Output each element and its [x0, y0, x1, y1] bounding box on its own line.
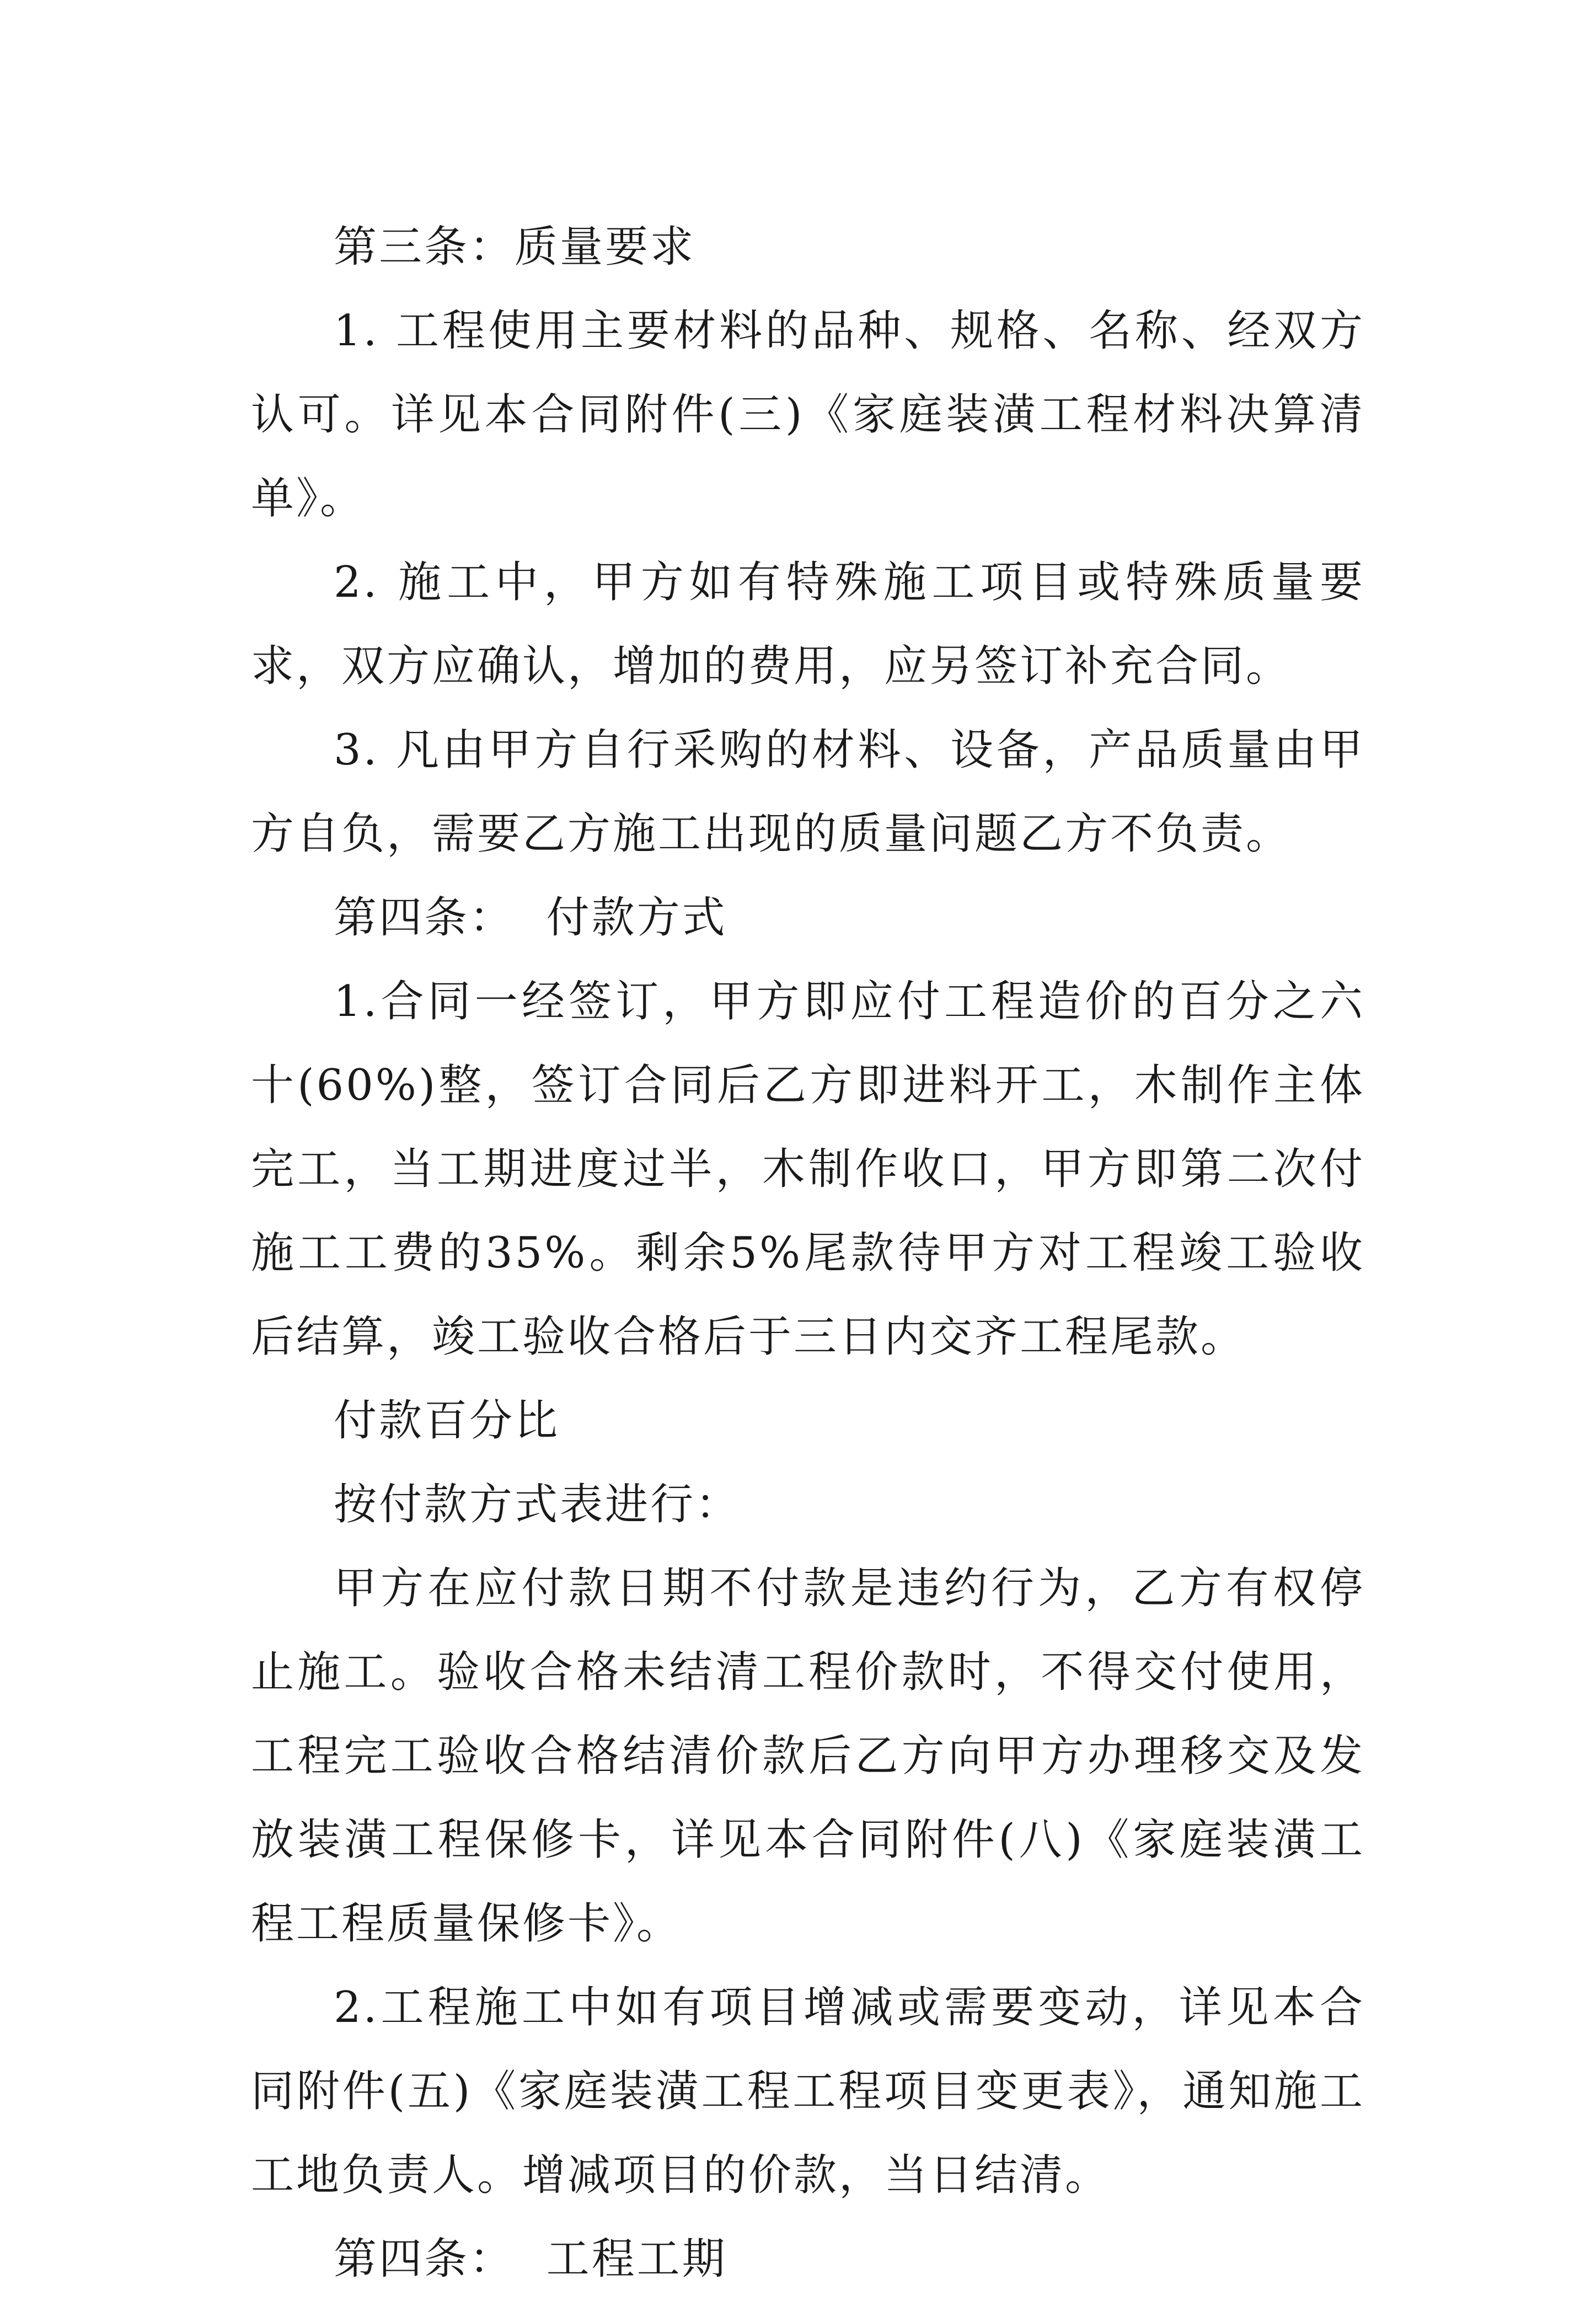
- paragraph-payment-percentage: 付款百分比: [334, 1396, 560, 1446]
- paragraph-payment-2: 2.工程施工中如有项目增减或需要变动，详见本合同附件(五)《家庭装潢工程工程项目变更表》，通知施工工地负责人。增减项目的价款，当日结清。: [251, 1983, 1365, 2200]
- paragraph-quality-2: 2. 施工中，甲方如有特殊施工项目或特殊质量要求，双方应确认，增加的费用，应另签订补充合同。: [251, 558, 1365, 691]
- paragraph-payment-table-note: 按付款方式表进行：: [334, 1480, 741, 1529]
- paragraph-quality-3: 3. 凡由甲方自行采购的材料、设备，产品质量由甲方自负，需要乙方施工出现的质量问题乙方不负责。: [251, 725, 1365, 859]
- heading-article-4-payment: 第四条： 付款方式: [334, 893, 727, 943]
- paragraph-payment-1: 1.合同一经签订，甲方即应付工程造价的百分之六十(60%)整，签订合同后乙方即进料开工，木制作主体完工，当工期进度过半，木制作收口，甲方即第二次付施工工费的35%。剩余5%尾款待甲方对工程竣工验收后结算，竣工验收合格后于三日内交齐工程尾款。: [251, 977, 1365, 1362]
- paragraph-quality-1: 1. 工程使用主要材料的品种、规格、名称、经双方认可。详见本合同附件(三)《家庭装潢工程材料决算清单》。: [251, 306, 1365, 523]
- document-body: [251, 205, 1365, 2301]
- heading-article-3-quality: 第三条：质量要求: [334, 222, 696, 272]
- paragraph-payment-default: 甲方在应付款日期不付款是违约行为，乙方有权停止施工。验收合格未结清工程价款时，不得交付使用，工程完工验收合格结清价款后乙方向甲方办理移交及发放装潢工程保修卡，详见本合同附件(八)《家庭装潢工程工程质量保修卡》。: [251, 1564, 1365, 1949]
- heading-article-4-schedule: 第四条： 工程工期: [334, 2234, 727, 2284]
